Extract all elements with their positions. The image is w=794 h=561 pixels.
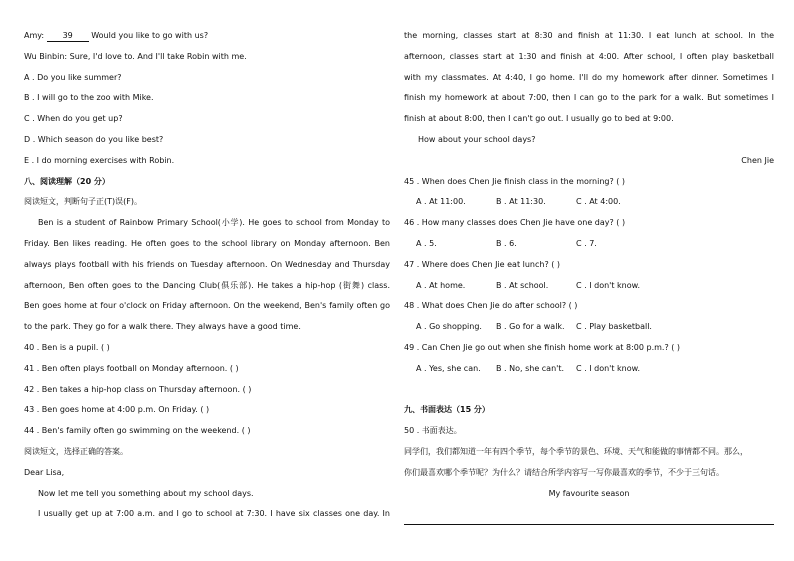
letter-line: Now let me tell you something about my school days.: [38, 488, 254, 498]
option-a: A . At 11:00.: [416, 197, 466, 207]
letter-line: finish at about 8:00, then I can't go out. I usually go to bed at 9:00.: [404, 114, 674, 124]
question-48-options: [404, 317, 774, 338]
section-8-instruction-true-false: 阅读短文，判断句子正(T)误(F)。: [24, 197, 142, 207]
question-43: 43 . Ben goes home at 4:00 p.m. On Friday. ( ): [24, 405, 210, 415]
option-b: B . Go for a walk.: [496, 322, 565, 332]
letter-line: I usually get up at 7:00 a.m. and I go to school at 7:30. I have six classes one day. In: [38, 509, 390, 519]
question-42: 42 . Ben takes a hip-hop class on Thursday afternoon. ( ): [24, 384, 252, 394]
option-a: A . 5.: [416, 238, 437, 248]
question-44: 44 . Ben's family often go swimming on the weekend. ( ): [24, 426, 251, 436]
essay-title: My favourite season: [548, 488, 630, 498]
option-b: B . At school.: [496, 280, 549, 290]
question-47: 47 . Where does Chen Jie eat lunch? ( ): [404, 259, 561, 269]
dialog-amy: [24, 26, 390, 47]
letter-line: finish my homework at about 7:00, then I can go to the park for a walk. But sometimes I: [404, 93, 774, 103]
letter-question: How about your school days?: [418, 134, 536, 144]
choice-option-e: E . I do morning exercises with Robin.: [24, 155, 175, 165]
question-45: 45 . When does Chen Jie finish class in the morning? ( ): [404, 176, 626, 186]
answer-writing-line[interactable]: [404, 516, 774, 525]
section-9-title: 九、书面表达（15 分）: [404, 405, 490, 415]
option-a: A . Go shopping.: [416, 322, 482, 332]
passage-line: afternoon, Ben often goes to the Dancing Club(俱乐部). He takes a hip-hop (街舞) class.: [24, 280, 390, 290]
question-41: 41 . Ben often plays football on Monday afternoon. ( ): [24, 363, 239, 373]
answer-blank-39: 39: [47, 30, 89, 42]
speaker-amy: Amy:: [24, 31, 45, 40]
question-50: 50 . 书面表达。: [404, 426, 462, 436]
option-c: C . 7.: [576, 238, 597, 248]
question-49-options: [404, 359, 774, 380]
letter-line: the morning, classes start at 8:30 and finish at 11:30. I eat lunch at school. In the: [404, 31, 774, 40]
option-b: B . 6.: [496, 238, 517, 248]
option-c: C . At 4:00.: [576, 197, 621, 207]
choice-option-a: A . Do you like summer?: [24, 72, 122, 82]
question-49: 49 . Can Chen Jie go out when she finish home work at 8:00 p.m.? ( ): [404, 342, 681, 352]
question-40: 40 . Ben is a pupil. ( ): [24, 342, 110, 352]
option-b: B . At 11:30.: [496, 197, 546, 207]
option-b: B . No, she can't.: [496, 363, 565, 373]
section-8-instruction-choice: 阅读短文，选择正确的答案。: [24, 446, 128, 456]
option-a: A . At home.: [416, 280, 466, 290]
left-column: [24, 26, 390, 525]
option-c: C . Play basketball.: [576, 322, 652, 332]
letter-line: with my classmates. At 4:40, I go home. I'll do my homework after dinner. Sometimes I: [404, 72, 774, 82]
right-column: [404, 26, 774, 525]
dialog-wu-binbin: Wu Binbin: Sure, I'd love to. And I'll take Robin with me.: [24, 51, 247, 61]
option-c: C . I don't know.: [576, 363, 640, 373]
dialog-amy-text: Would you like to go with us?: [91, 31, 209, 40]
passage-line: Ben goes home at four o'clock on Friday afternoon. On the weekend, Ben's family often go: [24, 301, 390, 311]
choice-option-b: B . I will go to the zoo with Mike.: [24, 93, 154, 103]
section-8-title: 八、阅读理解（20 分）: [24, 176, 110, 186]
passage-line: Ben is a student of Rainbow Primary School(小学). He goes to school from Monday to: [38, 218, 390, 228]
option-c: C . I don't know.: [576, 280, 640, 290]
question-45-options: [404, 192, 774, 213]
passage-line: to the park. They go for a walk there. They always have a good time.: [24, 322, 301, 332]
choice-option-d: D . Which season do you like best?: [24, 134, 164, 144]
question-46-options: [404, 234, 774, 255]
question-47-options: [404, 276, 774, 297]
passage-line: Friday. Ben likes reading. He often goes to the school library on Monday afternoon. Ben: [24, 238, 390, 248]
passage-line: always plays football with his friends on Tuesday afternoon. On Wednesday and Thursday: [24, 259, 390, 269]
choice-option-c: C . When do you get up?: [24, 114, 123, 124]
spacer: [404, 380, 774, 401]
letter-line: afternoon, classes start at 1:30 and finish at 4:00. After school, I often play basketball: [404, 51, 774, 61]
letter-signature: Chen Jie: [741, 155, 774, 165]
question-48: 48 . What does Chen Jie do after school? ( ): [404, 301, 578, 311]
letter-greeting: Dear Lisa,: [24, 467, 65, 477]
writing-prompt-line: 你们最喜欢哪个季节呢？为什么？请结合所学内容写一写你最喜欢的季节，不少于三句话。: [404, 467, 724, 477]
writing-prompt-line: 同学们，我们都知道一年有四个季节，每个季节的景色、环境、天气和能做的事情都不同。那么，: [404, 446, 748, 456]
option-a: A . Yes, she can.: [416, 363, 481, 373]
question-46: 46 . How many classes does Chen Jie have one day? ( ): [404, 218, 626, 228]
